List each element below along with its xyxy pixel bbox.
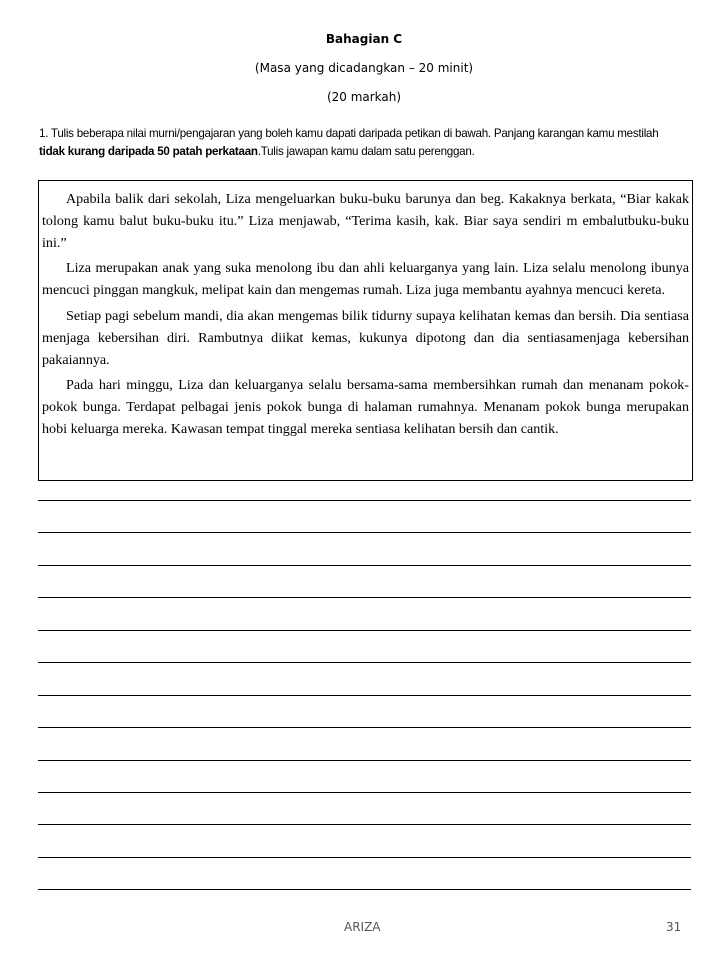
passage-paragraph-2: Liza merupakan anak yang suka menolong ibu dan ahli keluarganya yang lain. Liza selalu menolong ibunya mencuci pinggan mangkuk, melipat kain dan mengemas rumah. Liza juga membantu ayahnya mencuci kereta. (42, 260, 689, 299)
answer-line (38, 695, 691, 696)
answer-line (38, 597, 691, 598)
answer-line (38, 662, 691, 663)
footer-author: ARIZA (344, 920, 381, 934)
answer-line (38, 565, 691, 566)
answer-line (38, 727, 691, 728)
question-text-part1: 1. Tulis beberapa nilai murni/pengajaran yang boleh kamu dapati daripada petikan di bawah. Panjang karangan kamu mestilah (39, 127, 659, 140)
marks-allocation: (20 markah) (326, 90, 402, 104)
passage-paragraph-3: Setiap pagi sebelum mandi, dia akan mengemas bilik tidurny supaya kelihatan kemas dan bersih. Dia sentiasa menjaga kebersihan diri. Rambutnya diikat kemas, kukunya dipotong dan dia sentiasamenjaga kebersihan pakaiannya. (42, 307, 689, 368)
answer-line (38, 760, 691, 761)
passage-paragraph-1: Apabila balik dari sekolah, Liza mengeluarkan buku-buku barunya dan beg. Kakaknya berkata, “Biar kakak tolong kamu balut buku-buku itu.” Liza menjawab, “Terima kasih, kak. Biar saya sendiri m embalutbuku-buku ini.” (42, 191, 689, 251)
question-emphasis: tidak kurang daripada 50 patah perkataan (39, 145, 258, 158)
answer-line (38, 824, 691, 825)
answer-line (38, 500, 691, 501)
passage-paragraph-4: Pada hari minggu, Liza dan keluarganya selalu bersama-sama membersihkan rumah dan menanam pokok-pokok bunga. Terdapat pelbagai jenis pokok bunga di halaman rumahnya. Menanam pokok bunga merupakan hobi keluarga mereka. Kawasan tempat tinggal mereka sentiasa kelihatan bersih dan cantik. (42, 377, 689, 437)
passage-box (38, 180, 693, 481)
page-number: 31 (666, 920, 682, 934)
section-title: Bahagian C (325, 32, 403, 46)
question-instruction (39, 125, 679, 161)
answer-line (38, 532, 691, 533)
answer-line (38, 889, 691, 890)
time-allowed: (Masa yang dicadangkan – 20 minit) (254, 61, 474, 75)
answer-line (38, 630, 691, 631)
answer-line (38, 857, 691, 858)
question-text-part2: .Tulis jawapan kamu dalam satu perenggan. (257, 145, 475, 158)
answer-line (38, 792, 691, 793)
